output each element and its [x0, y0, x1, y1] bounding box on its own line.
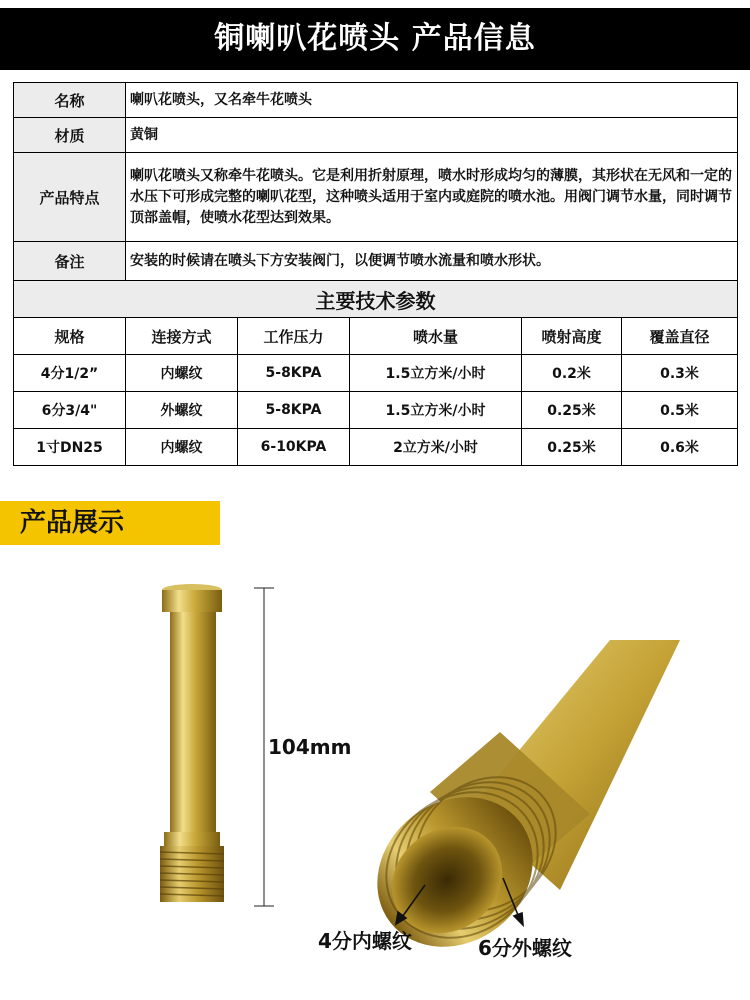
- params-cell: 0.25米: [522, 429, 622, 466]
- params-row: [14, 429, 738, 466]
- params-cell: 内螺纹: [126, 355, 238, 392]
- params-row: [14, 355, 738, 392]
- info-key: 产品特点: [14, 153, 126, 242]
- params-cell: 5-8KPA: [238, 392, 350, 429]
- params-header-cell: 规格: [14, 318, 126, 355]
- params-cell: 0.25米: [522, 392, 622, 429]
- page-title: 铜喇叭花喷头 产品信息: [214, 21, 536, 56]
- params-cell: 6分3/4": [14, 392, 126, 429]
- params-cell: 5-8KPA: [238, 355, 350, 392]
- inner-thread-label: 4分内螺纹: [318, 929, 412, 953]
- info-row-remarks: [14, 242, 738, 281]
- params-cell: 外螺纹: [126, 392, 238, 429]
- info-row-name: [14, 83, 738, 118]
- params-cell: 1寸DN25: [14, 429, 126, 466]
- params-cell: 2立方米/小时: [350, 429, 522, 466]
- nozzle-collar: [164, 832, 220, 846]
- params-cell: 0.6米: [622, 429, 738, 466]
- page-title-banner: [0, 8, 750, 70]
- params-cell: 1.5立方米/小时: [350, 392, 522, 429]
- params-row: [14, 392, 738, 429]
- params-title: 主要技术参数: [14, 281, 738, 318]
- params-section-row: [14, 281, 738, 318]
- params-cell: 内螺纹: [126, 429, 238, 466]
- showcase-section-header: [0, 501, 220, 545]
- params-cell: 0.5米: [622, 392, 738, 429]
- info-row-material: [14, 118, 738, 153]
- info-value: 喇叭花喷头，又名牵牛花喷头: [126, 83, 738, 118]
- params-header-cell: 覆盖直径: [622, 318, 738, 355]
- params-cell: 0.3米: [622, 355, 738, 392]
- info-row-features: [14, 153, 738, 242]
- info-value: 安装的时候请在喷头下方安装阀门，以便调节喷水流量和喷水形状。: [126, 242, 738, 281]
- params-cell: 6-10KPA: [238, 429, 350, 466]
- params-header-row: [14, 318, 738, 355]
- params-header-cell: 喷水量: [350, 318, 522, 355]
- outer-thread-label: 6分外螺纹: [478, 936, 572, 960]
- info-key: 名称: [14, 83, 126, 118]
- params-header-cell: 连接方式: [126, 318, 238, 355]
- params-cell: 4分1/2”: [14, 355, 126, 392]
- nozzle-thread: [160, 846, 224, 902]
- params-header-cell: 喷射高度: [522, 318, 622, 355]
- length-label: 104mm: [268, 735, 352, 759]
- info-key: 材质: [14, 118, 126, 153]
- info-key: 备注: [14, 242, 126, 281]
- info-value: 喇叭花喷头又称牵牛花喷头。它是利用折射原理，喷水时形成均匀的薄膜，其形状在无风和一定的水压下可形成完整的喇叭花型，这种喷头适用于室内或庭院的喷水池。用阀门调节水量，同时调节顶部盖帽，使喷水花型达到效果。: [126, 153, 738, 242]
- showcase-title: 产品展示: [20, 508, 125, 538]
- params-cell: 1.5立方米/小时: [350, 355, 522, 392]
- nozzle-side-view: [160, 584, 274, 906]
- params-header-cell: 工作压力: [238, 318, 350, 355]
- product-info-table: [13, 82, 738, 466]
- info-value: 黄铜: [126, 118, 738, 153]
- params-cell: 0.2米: [522, 355, 622, 392]
- nozzle-head: [162, 590, 222, 612]
- nozzle-body: [170, 612, 216, 832]
